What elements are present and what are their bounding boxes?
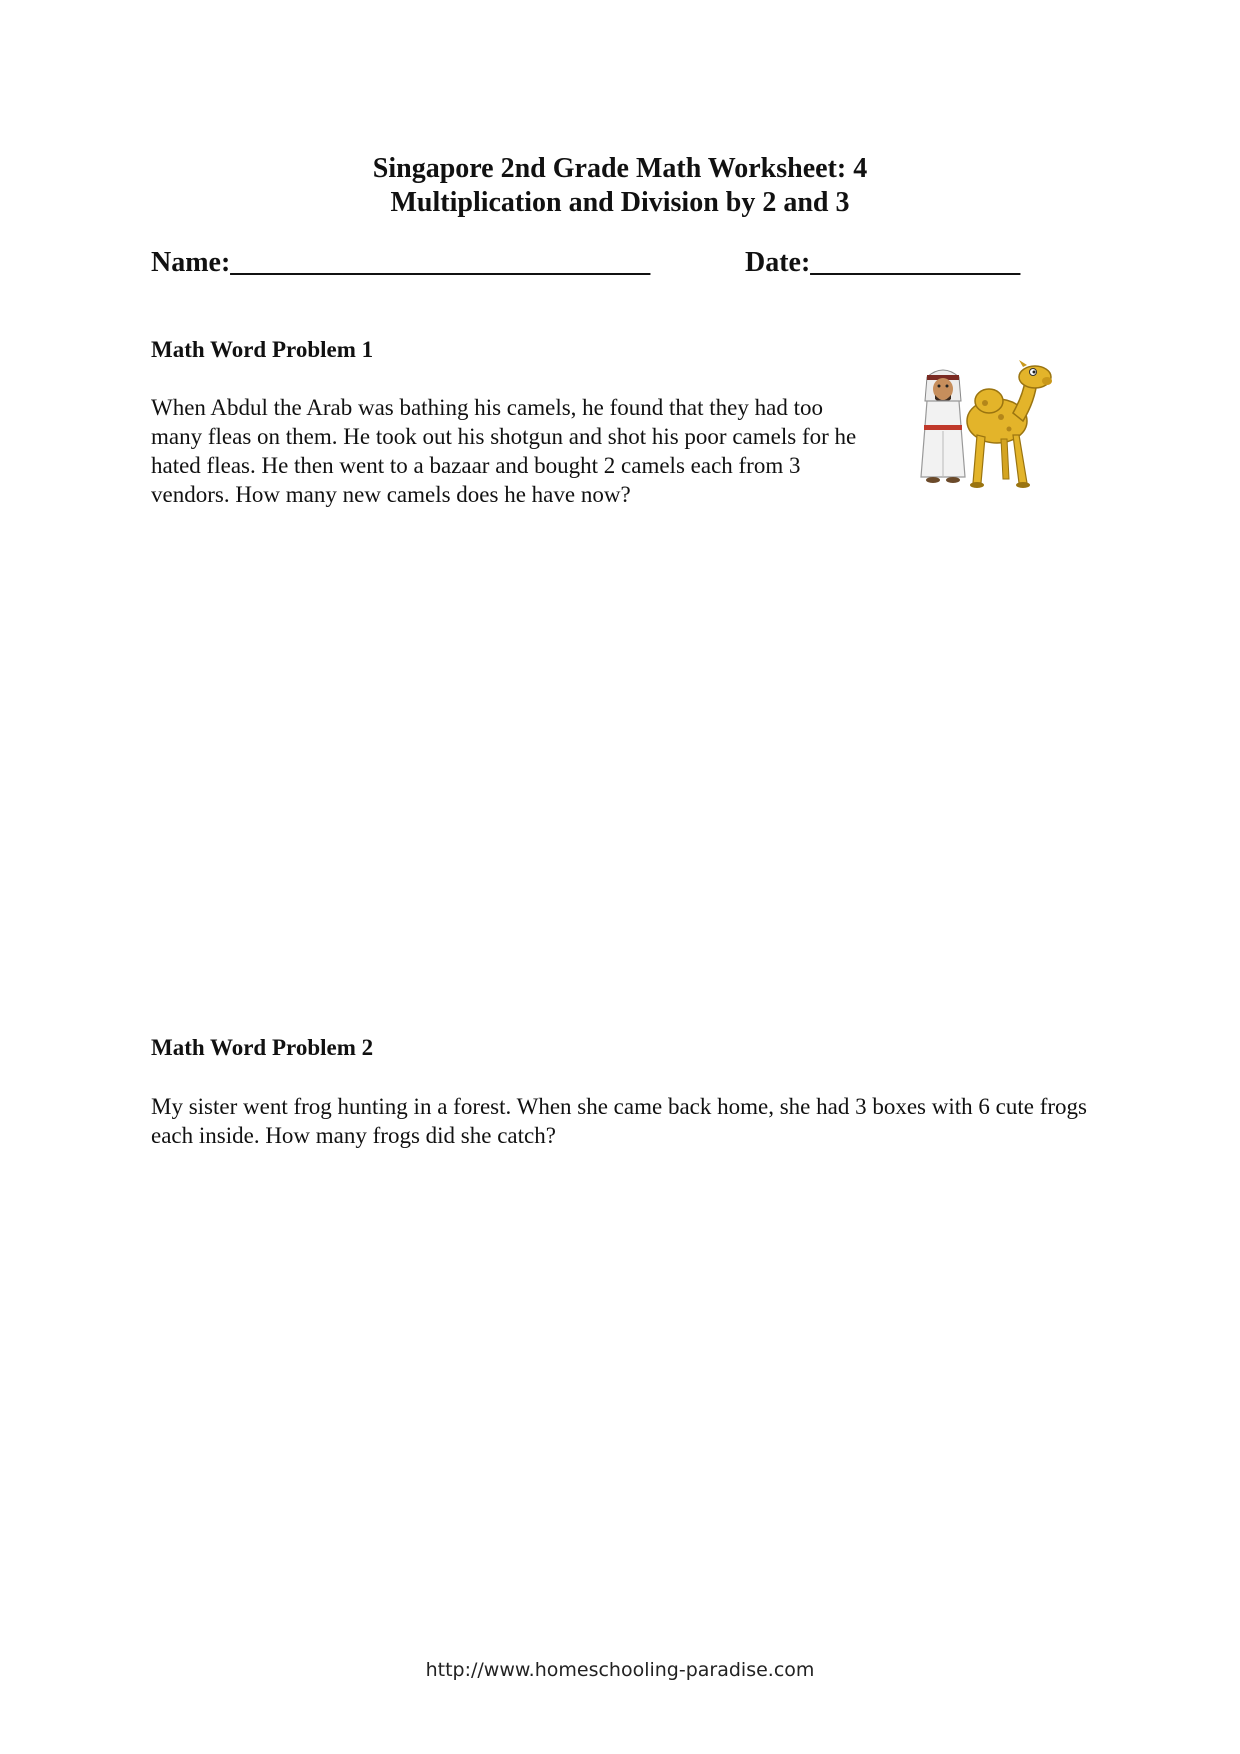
student-info-row [151, 246, 1101, 282]
worksheet-title: Singapore 2nd Grade Math Worksheet: 4 [372, 153, 868, 184]
man-figure [921, 370, 965, 483]
man-with-camel-icon [905, 355, 1055, 495]
worksheet-subtitle: Multiplication and Division by 2 and 3 [390, 187, 850, 218]
name-field[interactable]: Name:______________________________ [151, 247, 651, 278]
problem-1-text: When Abdul the Arab was bathing his camels, he found that they had too many fleas on them. He took out his shotgun and shot his poor camels for he hated fleas. He then went to a bazaar and bought 2 camels each from 3 vendors. How many new camels does he have now? [151, 395, 857, 507]
date-field[interactable]: Date:_______________ [745, 247, 1021, 278]
footer-url[interactable]: http://www.homeschooling-paradise.com [425, 1659, 815, 1681]
problem-1-heading: Math Word Problem 1 [151, 337, 374, 362]
camel-figure [967, 360, 1052, 488]
problem-2-text: My sister went frog hunting in a forest. When she came back home, she had 3 boxes with 6 cute frogs each inside. How many frogs did she catch? [151, 1094, 1087, 1148]
problem-2-heading: Math Word Problem 2 [151, 1035, 374, 1060]
